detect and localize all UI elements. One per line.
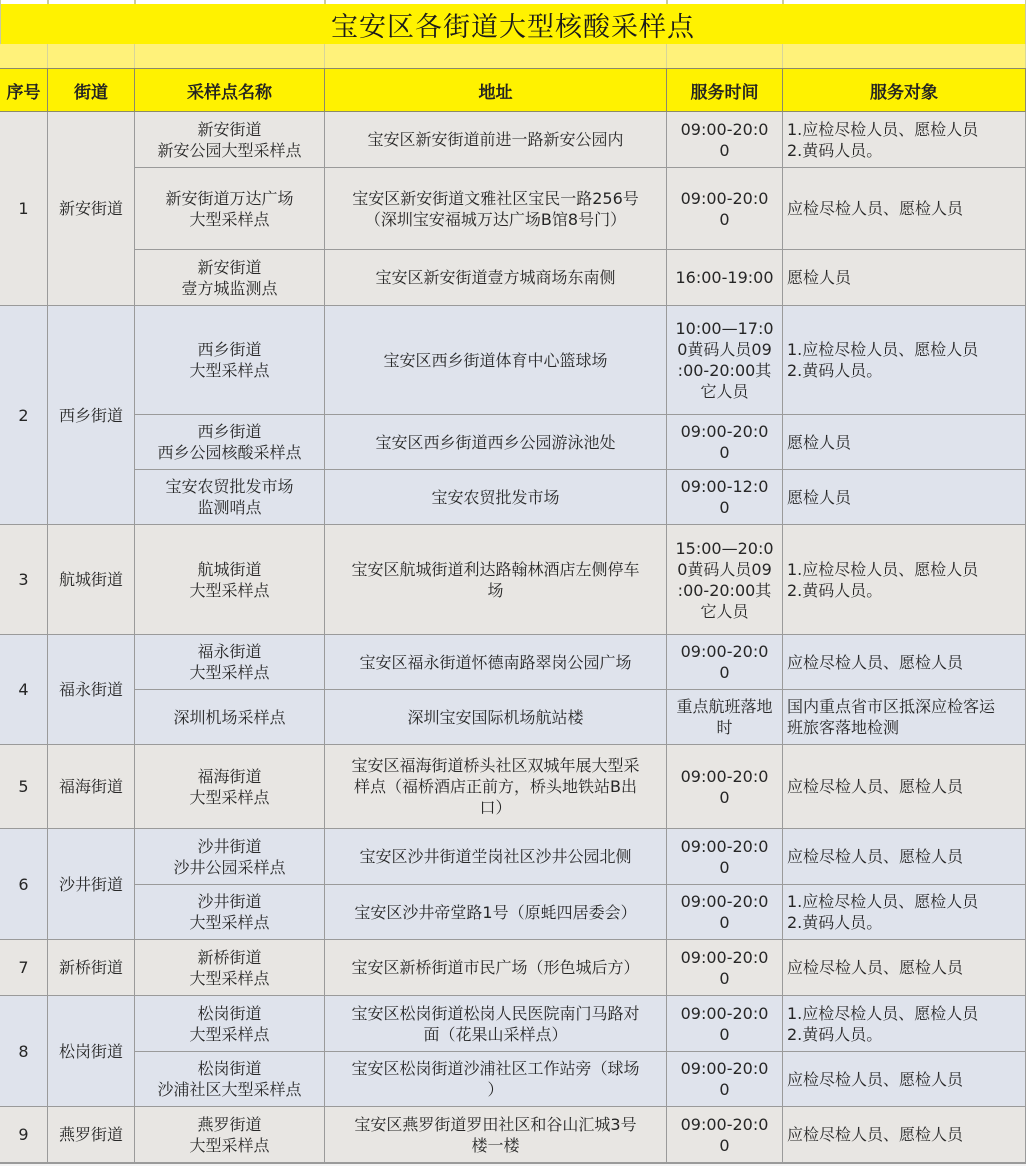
- spacer-cell: [0, 44, 48, 68]
- row-index: 7: [0, 940, 48, 996]
- site-address: 宝安区新桥街道市民广场（形色城后方）: [325, 940, 667, 996]
- site-name: 燕罗街道 大型采样点: [135, 1107, 325, 1163]
- header-address: 地址: [325, 68, 667, 112]
- site-name: 宝安农贸批发市场 监测哨点: [135, 470, 325, 525]
- site-address: 宝安区福海街道桥头社区双城年展大型采 样点（福桥酒店正前方，桥头地铁站B出 口）: [325, 745, 667, 829]
- service-target: 应检尽检人员、愿检人员: [783, 745, 1026, 829]
- spacer-cell: [135, 44, 325, 68]
- street-name: 燕罗街道: [48, 1107, 135, 1163]
- spacer-cell: [783, 44, 1026, 68]
- service-target: 应检尽检人员、愿检人员: [783, 1107, 1026, 1163]
- service-time: 09:00-20:0 0: [667, 1107, 783, 1163]
- service-time: 09:00-20:0 0: [667, 635, 783, 690]
- row-index: 3: [0, 525, 48, 635]
- row-index: 4: [0, 635, 48, 745]
- street-name: 松岗街道: [48, 996, 135, 1107]
- header-street: 街道: [48, 68, 135, 112]
- site-name: 新桥街道 大型采样点: [135, 940, 325, 996]
- site-address: 宝安区新安街道前进一路新安公园内: [325, 112, 667, 168]
- spacer-cell: [325, 44, 667, 68]
- service-target: 应检尽检人员、愿检人员: [783, 829, 1026, 885]
- service-target: 愿检人员: [783, 470, 1026, 525]
- site-address: 宝安区新安街道文雅社区宝民一路256号 （深圳宝安福城万达广场B馆8号门）: [325, 168, 667, 250]
- site-address: 宝安区新安街道壹方城商场东南侧: [325, 250, 667, 306]
- street-name: 新桥街道: [48, 940, 135, 996]
- row-index: 6: [0, 829, 48, 940]
- service-time: 09:00-20:0 0: [667, 940, 783, 996]
- service-target: 1.应检尽检人员、愿检人员 2.黄码人员。: [783, 525, 1026, 635]
- site-name: 新安街道万达广场 大型采样点: [135, 168, 325, 250]
- service-time: 16:00-19:00: [667, 250, 783, 306]
- street-name: 西乡街道: [48, 306, 135, 525]
- street-name: 福海街道: [48, 745, 135, 829]
- site-address: 宝安区松岗街道沙浦社区工作站旁（球场 ）: [325, 1052, 667, 1107]
- service-time: 09:00-20:0 0: [667, 112, 783, 168]
- service-time: 09:00-12:0 0: [667, 470, 783, 525]
- site-name: 西乡街道 大型采样点: [135, 306, 325, 415]
- service-time: 09:00-20:0 0: [667, 1052, 783, 1107]
- service-time: 09:00-20:0 0: [667, 745, 783, 829]
- site-address: 深圳宝安国际机场航站楼: [325, 690, 667, 745]
- site-address: 宝安区沙井街道坣岗社区沙井公园北侧: [325, 829, 667, 885]
- service-target: 1.应检尽检人员、愿检人员 2.黄码人员。: [783, 306, 1026, 415]
- site-name: 深圳机场采样点: [135, 690, 325, 745]
- site-address: 宝安区松岗街道松岗人民医院南门马路对 面（花果山采样点）: [325, 996, 667, 1052]
- site-name: 沙井街道 大型采样点: [135, 885, 325, 940]
- service-time: 09:00-20:0 0: [667, 885, 783, 940]
- header-index: 序号: [0, 68, 48, 112]
- row-index: 2: [0, 306, 48, 525]
- service-time: 09:00-20:0 0: [667, 415, 783, 470]
- site-name: 航城街道 大型采样点: [135, 525, 325, 635]
- header-service-target: 服务对象: [783, 68, 1026, 112]
- service-target: 1.应检尽检人员、愿检人员 2.黄码人员。: [783, 112, 1026, 168]
- service-time: 重点航班落地 时: [667, 690, 783, 745]
- site-name: 福永街道 大型采样点: [135, 635, 325, 690]
- row-index: 9: [0, 1107, 48, 1163]
- site-address: 宝安区西乡街道西乡公园游泳池处: [325, 415, 667, 470]
- spacer-cell: [667, 44, 783, 68]
- site-name: 西乡街道 西乡公园核酸采样点: [135, 415, 325, 470]
- service-target: 愿检人员: [783, 250, 1026, 306]
- service-target: 应检尽检人员、愿检人员: [783, 1052, 1026, 1107]
- site-name: 新安街道 壹方城监测点: [135, 250, 325, 306]
- header-service-time: 服务时间: [667, 68, 783, 112]
- service-time: 09:00-20:0 0: [667, 996, 783, 1052]
- site-name: 沙井街道 沙井公园采样点: [135, 829, 325, 885]
- row-index: 1: [0, 112, 48, 306]
- site-address: 宝安区航城街道利达路翰林酒店左侧停车 场: [325, 525, 667, 635]
- service-time: 10:00—17:0 0黄码人员09 :00-20:00其 它人员: [667, 306, 783, 415]
- service-time: 09:00-20:0 0: [667, 829, 783, 885]
- service-time: 09:00-20:0 0: [667, 168, 783, 250]
- service-target: 愿检人员: [783, 415, 1026, 470]
- service-time: 15:00—20:0 0黄码人员09 :00-20:00其 它人员: [667, 525, 783, 635]
- site-address: 宝安农贸批发市场: [325, 470, 667, 525]
- service-target: 1.应检尽检人员、愿检人员 2.黄码人员。: [783, 885, 1026, 940]
- header-site-name: 采样点名称: [135, 68, 325, 112]
- street-name: 航城街道: [48, 525, 135, 635]
- site-address: 宝安区燕罗街道罗田社区和谷山汇城3号 楼一楼: [325, 1107, 667, 1163]
- site-name: 新安街道 新安公园大型采样点: [135, 112, 325, 168]
- street-name: 新安街道: [48, 112, 135, 306]
- site-address: 宝安区福永街道怀德南路翠岗公园广场: [325, 635, 667, 690]
- service-target: 1.应检尽检人员、愿检人员 2.黄码人员。: [783, 996, 1026, 1052]
- row-index: 8: [0, 996, 48, 1107]
- service-target: 应检尽检人员、愿检人员: [783, 635, 1026, 690]
- site-name: 松岗街道 沙浦社区大型采样点: [135, 1052, 325, 1107]
- row-index: 5: [0, 745, 48, 829]
- service-target: 应检尽检人员、愿检人员: [783, 940, 1026, 996]
- site-name: 松岗街道 大型采样点: [135, 996, 325, 1052]
- street-name: 福永街道: [48, 635, 135, 745]
- site-address: 宝安区沙井帝堂路1号（原蚝四居委会）: [325, 885, 667, 940]
- site-name: 福海街道 大型采样点: [135, 745, 325, 829]
- service-target: 国内重点省市区抵深应检客运 班旅客落地检测: [783, 690, 1026, 745]
- service-target: 应检尽检人员、愿检人员: [783, 168, 1026, 250]
- spacer-cell: [48, 44, 135, 68]
- street-name: 沙井街道: [48, 829, 135, 940]
- sheet-title: 宝安区各街道大型核酸采样点: [0, 4, 1026, 44]
- site-address: 宝安区西乡街道体育中心篮球场: [325, 306, 667, 415]
